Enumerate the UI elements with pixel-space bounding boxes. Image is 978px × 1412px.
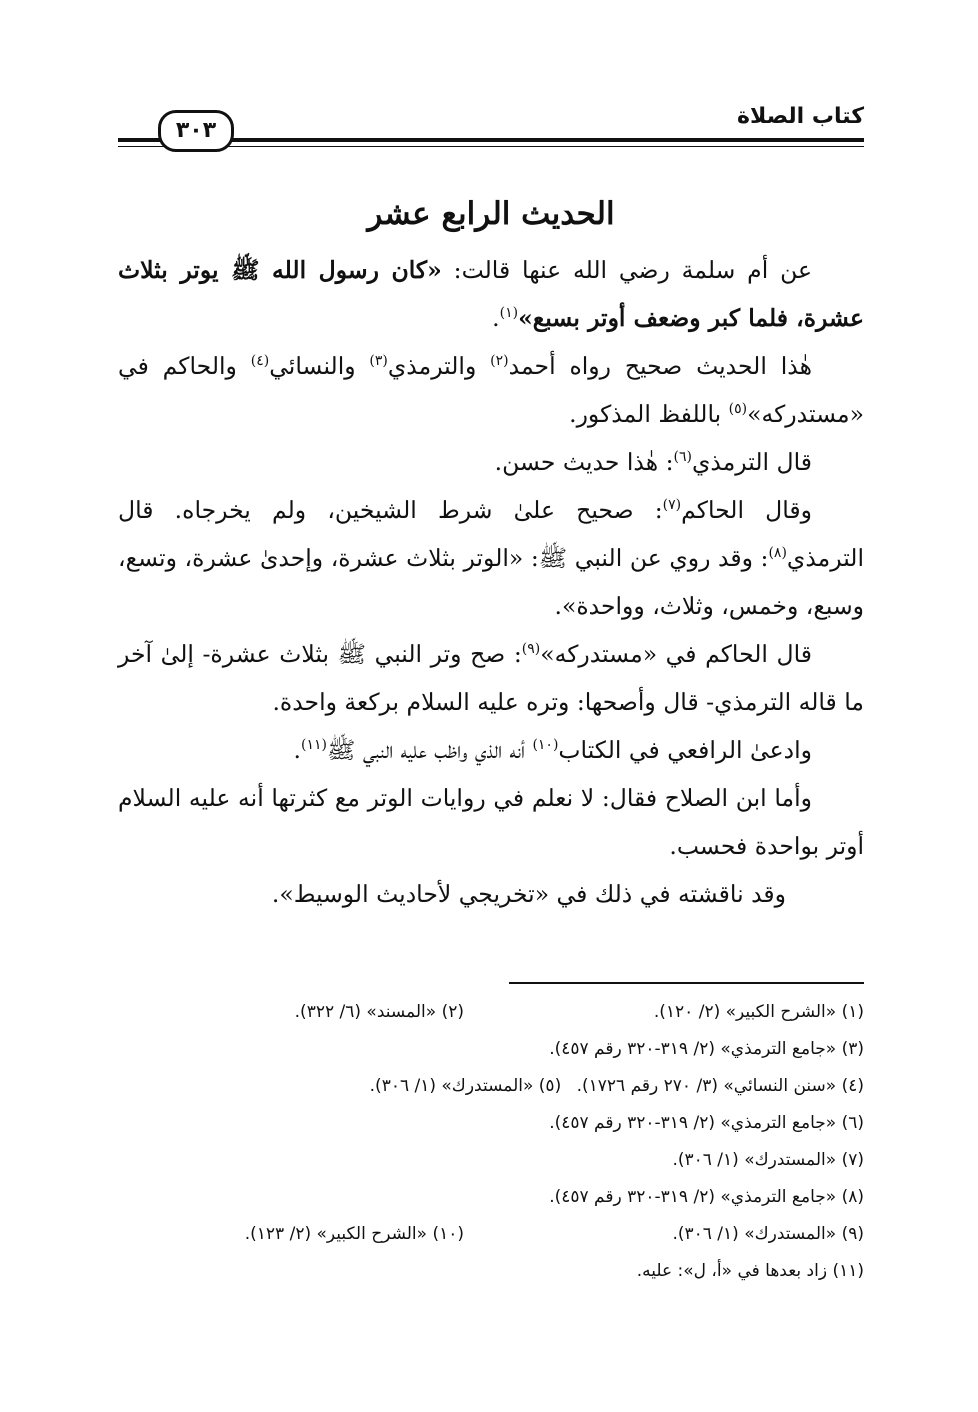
footnotes: [118, 994, 864, 1290]
p4-text-1: وقال الحاكم: [681, 496, 812, 524]
p6-text-2: أنه الذي واظب عليه النبي ﷺ: [327, 736, 533, 764]
footnote-4: (٤) «سنن النسائي» (٣/ ٢٧٠ رقم ١٧٢٦).: [576, 1076, 864, 1096]
footnote-separator: [509, 982, 864, 984]
main-text: [118, 190, 864, 918]
footnote-line: [118, 994, 864, 1031]
p1-quote: «كان رسول الله ﷺ يوتر بثلاث عشرة، فلما كبر وضعف أوتر بسبع»: [118, 256, 864, 332]
p2-text-2: والترمذي: [387, 352, 491, 380]
footnote-line: [118, 1179, 864, 1216]
paragraph-4: [118, 486, 864, 630]
footnote-10: (١٠) «الشرح الكبير» (٢/ ١٢٣).: [244, 1224, 464, 1244]
footnote-ref-11: (١١): [301, 737, 328, 754]
p6-text-1: وادعىٰ الرافعي في الكتاب: [558, 736, 812, 764]
footnote-7: (٧) «المستدرك» (١/ ٣٠٦).: [672, 1150, 864, 1170]
p3-text-1: قال الترمذي: [691, 448, 812, 476]
book-title: كتاب الصلاة: [737, 104, 864, 129]
footnote-ref-2: (٢): [490, 353, 509, 370]
footnote-line: [118, 1253, 864, 1290]
footnote-ref-7: (٧): [662, 497, 682, 514]
footnote-ref-4: (٤): [250, 353, 270, 370]
footnote-line: [118, 1105, 864, 1142]
p7-text-1: وأما ابن الصلاح فقال: لا نعلم في روايات الوتر مع كثرتها أنه عليه السلام أوتر بواحدة فحسب.: [118, 784, 864, 860]
p3-text-2: : هٰذا حديث حسن.: [494, 448, 674, 476]
footnote-5: (٥) «المستدرك» (١/ ٣٠٦).: [369, 1076, 562, 1096]
p8-text-1: وقد ناقشته في ذلك في «تخريجي لأحاديث الوسيط».: [271, 880, 786, 908]
page-number: ٣٠٣: [158, 110, 234, 152]
p5-text-2: : صح وتر النبي ﷺ بثلاث عشرة- إلىٰ آخر ما قاله الترمذي- قال وأصحها: وتره عليه السلام بركعة واحدة.: [118, 640, 864, 716]
paragraph-1: [118, 246, 864, 342]
p6-text-3: .: [293, 736, 302, 764]
footnote-ref-5: (٥): [728, 401, 748, 418]
footnote-9: (٩) «المستدرك» (١/ ٣٠٦).: [672, 1224, 864, 1244]
footnote-11: (١١) زاد بعدها في «أ، ل»: عليه.: [636, 1261, 864, 1281]
page-header: [118, 96, 864, 156]
footnote-ref-3: (٣): [369, 353, 388, 370]
footnote-ref-6: (٦): [673, 449, 692, 466]
footnote-ref-1: (١): [499, 305, 519, 322]
footnote-ref-8: (٨): [768, 545, 787, 562]
footnote-ref-10: (١٠): [532, 737, 559, 754]
paragraph-5: [118, 630, 864, 726]
paragraph-8: [118, 870, 864, 918]
footnote-6: (٦) «جامع الترمذي» (٢/ ٣١٩-٣٢٠ رقم ٤٥٧).: [549, 1113, 864, 1133]
p2-text-4: والحاكم في «مستدركه»: [118, 352, 864, 428]
p2-text-3: والنسائي: [269, 352, 370, 380]
paragraph-7: [118, 774, 864, 870]
footnote-line: [118, 1216, 864, 1253]
p1-lead: عن أم سلمة رضي الله عنها قالت:: [441, 256, 813, 284]
footnote-2: (٢) «المسند» (٦/ ٣٢٢).: [294, 1002, 464, 1022]
footnote-3: (٣) «جامع الترمذي» (٢/ ٣١٩-٣٢٠ رقم ٤٥٧).: [549, 1039, 864, 1059]
footnote-ref-9: (٩): [521, 641, 541, 658]
footnote-line: [118, 1068, 864, 1105]
footnote-8: (٨) «جامع الترمذي» (٢/ ٣١٩-٣٢٠ رقم ٤٥٧).: [549, 1187, 864, 1207]
footnote-line: [118, 1142, 864, 1179]
hadith-title: الحديث الرابع عشر: [367, 196, 615, 232]
paragraph-6: [118, 726, 864, 774]
p4-text-2: : صحيح علىٰ شرط الشيخين، ولم يخرجاه. قال الترمذي: [118, 496, 864, 572]
p4-text-3: : وقد روي عن النبي ﷺ: «الوتر بثلاث عشرة، وإحدىٰ عشرة، وتسع، وسبع، وخمس، وثلاث، وواحدة».: [118, 544, 864, 620]
p2-text-1: هٰذا الحديث صحيح رواه أحمد: [508, 352, 812, 380]
paragraph-2: [118, 342, 864, 438]
paragraph-3: [118, 438, 864, 486]
p5-text-1: قال الحاكم في «مستدركه»: [540, 640, 812, 668]
p2-text-5: باللفظ المذكور.: [569, 400, 729, 428]
footnote-1: (١) «الشرح الكبير» (٢/ ١٢٠).: [653, 1002, 864, 1022]
p1-end: .: [492, 304, 500, 332]
header-rule-thin: [118, 146, 864, 147]
footnote-line: [118, 1031, 864, 1068]
